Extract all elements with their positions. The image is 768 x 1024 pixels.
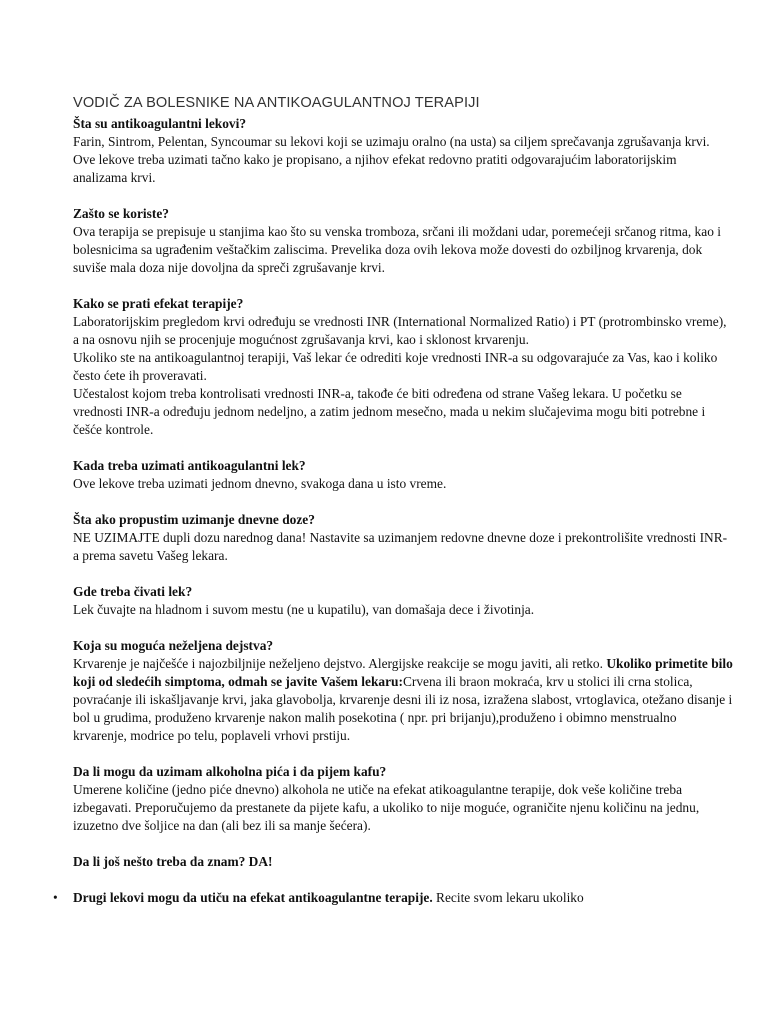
side-effects-emphasis: Ukoliko primetite bilo koji od sledećih simptoma, odmah se javite Vašem lekaru: [73, 656, 733, 689]
section-paragraph: Umerene količine (jedno piće dnevno) alkohola ne utiče na efekat atikoagulantne terapije, dok veše količine treba izbegavati. Preporučujemo da prestanete da pijete kafu, a ukoliko to nije moguće, ograničite njenu količinu na jednu, izuzetno dve šoljice na dan (ali bez ili sa manje šećera). [73, 782, 700, 833]
section-when-to-take [73, 457, 733, 493]
section-question: Koja su moguća neželjena dejstva? [73, 638, 274, 653]
section-paragraph: Učestalost kojom treba kontrolisati vrednosti INR-a, takođe će biti određena od strane Vašeg lekara. U početku se vrednosti INR-a određuju jednom nedeljno, a zatim jednom mesečno, mada u nekim slučajevima mogu biti potrebne i češće kontrole. [73, 386, 706, 437]
bullet-icon: • [53, 890, 58, 905]
section-why-used [73, 205, 733, 277]
section-paragraph: Ukoliko ste na antikoagulantnoj terapiji, Vaš lekar će odrediti koje vrednosti INR-a su odgovarajuće za Vas, kao i koliko često ćete ih proveravati. [73, 350, 718, 383]
section-question: Da li mogu da uzimam alkoholna pića i da pijem kafu? [73, 764, 387, 779]
bullet-list-item [53, 889, 733, 907]
section-question: Zašto se koriste? [73, 206, 169, 221]
document-title: VODIČ ZA BOLESNIKE NA ANTIKOAGULANTNOJ TERAPIJI [73, 95, 480, 111]
section-monitoring [73, 295, 733, 439]
section-paragraph: Lek čuvajte na hladnom i suvom mestu (ne u kupatilu), van domašaja dece i životinja. [73, 602, 535, 617]
side-effects-intro: Krvarenje je najčešće i najozbiljnije neželjeno dejstvo. Alergijske reakcije se mogu javiti, ali retko. [73, 656, 607, 671]
section-what-are-anticoagulants [73, 115, 733, 187]
section-paragraph: Farin, Sintrom, Pelentan, Syncoumar su lekovi koji se uzimaju oralno (na usta) sa ciljem sprečavanja zgrušavanja krvi. Ove lekove treba uzimati tačno kako je propisano, a njihov efekat redovno pratiti odgovarajućim laboratorijskim analizama krvi. [73, 134, 710, 185]
section-side-effects [73, 637, 733, 745]
section-question: Kako se prati efekat terapije? [73, 296, 244, 311]
section-paragraph: Laboratorijskim pregledom krvi određuju se vrednosti INR (International Normalized Ratio) i PT (protrombinsko vreme), a na osnovu njih se procenjuje mogućnost zgrušavanja krvi, kao i sklonost krvarenju. [73, 314, 727, 347]
section-question: Šta su antikoagulantni lekovi? [73, 116, 247, 131]
section-question: Kada treba uzimati antikoagulantni lek? [73, 458, 306, 473]
section-alcohol-coffee [73, 763, 733, 835]
section-paragraph: Ove lekove treba uzimati jednom dnevno, svakoga dana u isto vreme. [73, 476, 447, 491]
section-paragraph: NE UZIMAJTE dupli dozu narednog dana! Nastavite sa uzimanjem redovne dnevne doze i prekontrolišite vrednosti INR-a prema savetu Vašeg lekara. [73, 530, 728, 563]
bullet-text: Recite svom lekaru ukoliko [432, 890, 584, 905]
section-storage [73, 583, 733, 619]
section-question: Šta ako propustim uzimanje dnevne doze? [73, 512, 315, 527]
bullet-bold-text: Drugi lekovi mogu da utiču na efekat antikoagulantne terapije. [73, 890, 433, 905]
section-paragraph: Ova terapija se prepisuje u stanjima kao što su venska tromboza, srčani ili moždani udar, poremećeji srčanog ritma, kao i bolesnicima sa ugrađenim veštačkim zaliscima. Prevelika doza ovih lekova može dovesti do ozbiljnog krvarenja, dok suviše mala doza nije dovoljna da spreči zgrušavanje krvi. [73, 224, 721, 275]
document-content [53, 94, 733, 907]
section-question: Da li još nešto treba da znam? DA! [73, 854, 273, 869]
section-paragraph [73, 655, 733, 745]
section-question: Gde treba čivati lek? [73, 584, 193, 599]
side-effects-symptoms: Crvena ili braon mokraća, krv u stolici ili crna stolica, povraćanje ili iskašljavanje krvi, jaka glavobolja, krvarenje desni ili iz nosa, izražena slabost, vrtoglavica, otežano disanje i bol u grudima, produženo krvarenje nakon malih posekotina ( npr. pri brijanju),produženo i obimno menstrualno krvarenje, modrice po telu, poplaveli vrhovi prstiju. [73, 674, 733, 743]
section-missed-dose [73, 511, 733, 565]
section-anything-else [73, 853, 733, 871]
